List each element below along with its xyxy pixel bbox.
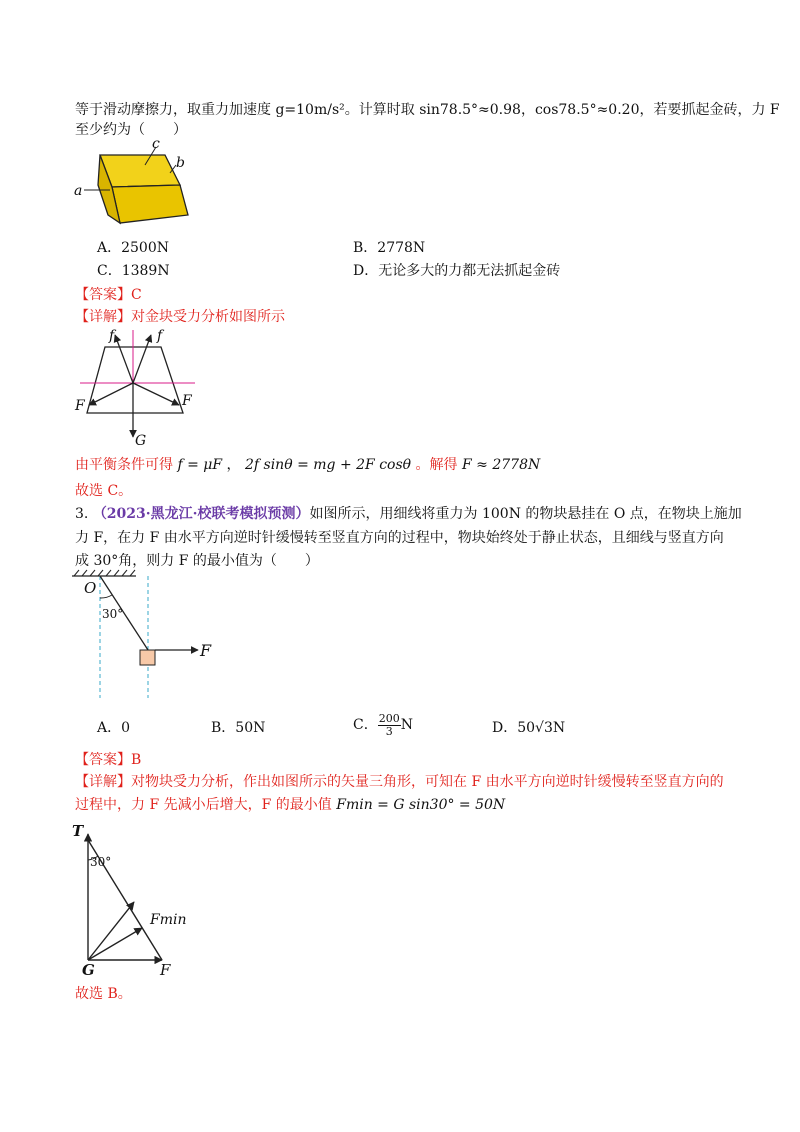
trapezoid-outline — [87, 347, 183, 413]
q3-option-a: A．0 — [97, 720, 131, 736]
q3-detail-line1: 【详解】对物块受力分析，作出如图所示的矢量三角形，可知在 F 由水平方向逆时针缓慢转至竖直方向的 — [75, 774, 724, 790]
q3-stem-start: 如图所示，用细线将重力为 100N 的物块悬挂在 O 点，在物块上施加 — [309, 506, 742, 522]
option-d-prefix: D． — [492, 720, 518, 736]
q2-text-line2: 至少约为（ ） — [75, 122, 187, 138]
equation-separator: ， — [226, 457, 241, 473]
q3-text-line2: 力 F，在力 F 由水平方向逆时针缓慢转至竖直方向的过程中，物块始终处于静止状态，且细线与竖直方向 — [75, 530, 724, 546]
gold-brick-figure — [70, 135, 210, 235]
q3-source: （2023·黑龙江·校联考模拟预测） — [92, 506, 310, 522]
q2-option-b: B．2778N — [353, 240, 426, 256]
tri-label-G: G — [82, 961, 95, 979]
vector-Fmin — [88, 928, 142, 960]
q2-option-c: C．1389N — [97, 263, 170, 279]
q3-text-line1 — [75, 504, 742, 524]
brick-label-c: c — [152, 136, 160, 152]
q3-text-line3: 成 30°角，则力 F 的最小值为（ ） — [75, 553, 319, 569]
option-d-value: 50√3N — [517, 720, 566, 736]
block — [140, 650, 155, 665]
q3-number: 3. — [75, 506, 89, 522]
option-c-numerator: 200 — [378, 711, 400, 725]
q3-option-b: B．50N — [211, 720, 266, 736]
equation-friction: f = μF — [177, 457, 223, 473]
q2-option-d: D．无论多大的力都无法抓起金砖 — [353, 263, 561, 279]
q2-option-a: A．2500N — [97, 240, 169, 256]
vector-triangle-figure — [70, 822, 200, 972]
force-label-F-right: F — [182, 393, 192, 409]
option-c-denominator: 3 — [385, 724, 393, 738]
q3-conclusion: 故选 B。 — [75, 986, 132, 1002]
tri-label-angle: 30° — [90, 855, 112, 869]
tri-label-F: F — [160, 961, 171, 979]
label-O: O — [84, 579, 97, 597]
q2-answer: 【答案】C — [75, 287, 142, 303]
tri-label-T: T — [72, 822, 84, 840]
q3-detail-text: 过程中，力 F 先减小后增大，F 的最小值 — [75, 797, 332, 813]
equation-result: F ≈ 2778N — [462, 457, 541, 473]
equation-balance: 2f sinθ = mg + 2F cosθ — [244, 457, 412, 473]
q3-option-c — [353, 710, 413, 740]
q2-text-line1: 等于滑动摩擦力，取重力加速度 g=10m/s²。计算时取 sin78.5°≈0.98，cos78.5°≈0.20，若要抓起金砖，力 F — [75, 102, 780, 118]
q3-detail-equation: Fmin = G sin30° = 50N — [336, 797, 506, 813]
balance-prefix: 由平衡条件可得 — [75, 457, 173, 473]
brick-label-a: a — [74, 183, 83, 199]
q2-equation-line — [75, 455, 540, 475]
force-label-F-left: F — [75, 398, 85, 414]
brick-top-face — [100, 155, 180, 187]
option-c-unit: N — [400, 717, 413, 733]
force-label-f-right: f — [157, 328, 163, 344]
brick-front-face — [112, 185, 188, 223]
solve-prefix: 。解得 — [415, 457, 458, 473]
tri-label-Fmin: Fmin — [150, 912, 187, 928]
q2-detail: 【详解】对金块受力分析如图所示 — [75, 309, 285, 325]
label-F: F — [200, 641, 212, 660]
force-label-f-left: f — [109, 328, 115, 344]
force-label-G: G — [135, 433, 147, 449]
vector-mid — [88, 902, 134, 960]
brick-label-b: b — [176, 155, 185, 171]
option-c-prefix: C． — [353, 717, 378, 733]
q3-option-d — [492, 718, 565, 738]
q3-answer: 【答案】B — [75, 752, 142, 768]
label-angle-30: 30° — [102, 607, 124, 621]
q2-conclusion: 故选 C。 — [75, 483, 133, 499]
q3-detail-line2 — [75, 795, 505, 815]
option-c-fraction — [378, 713, 401, 738]
